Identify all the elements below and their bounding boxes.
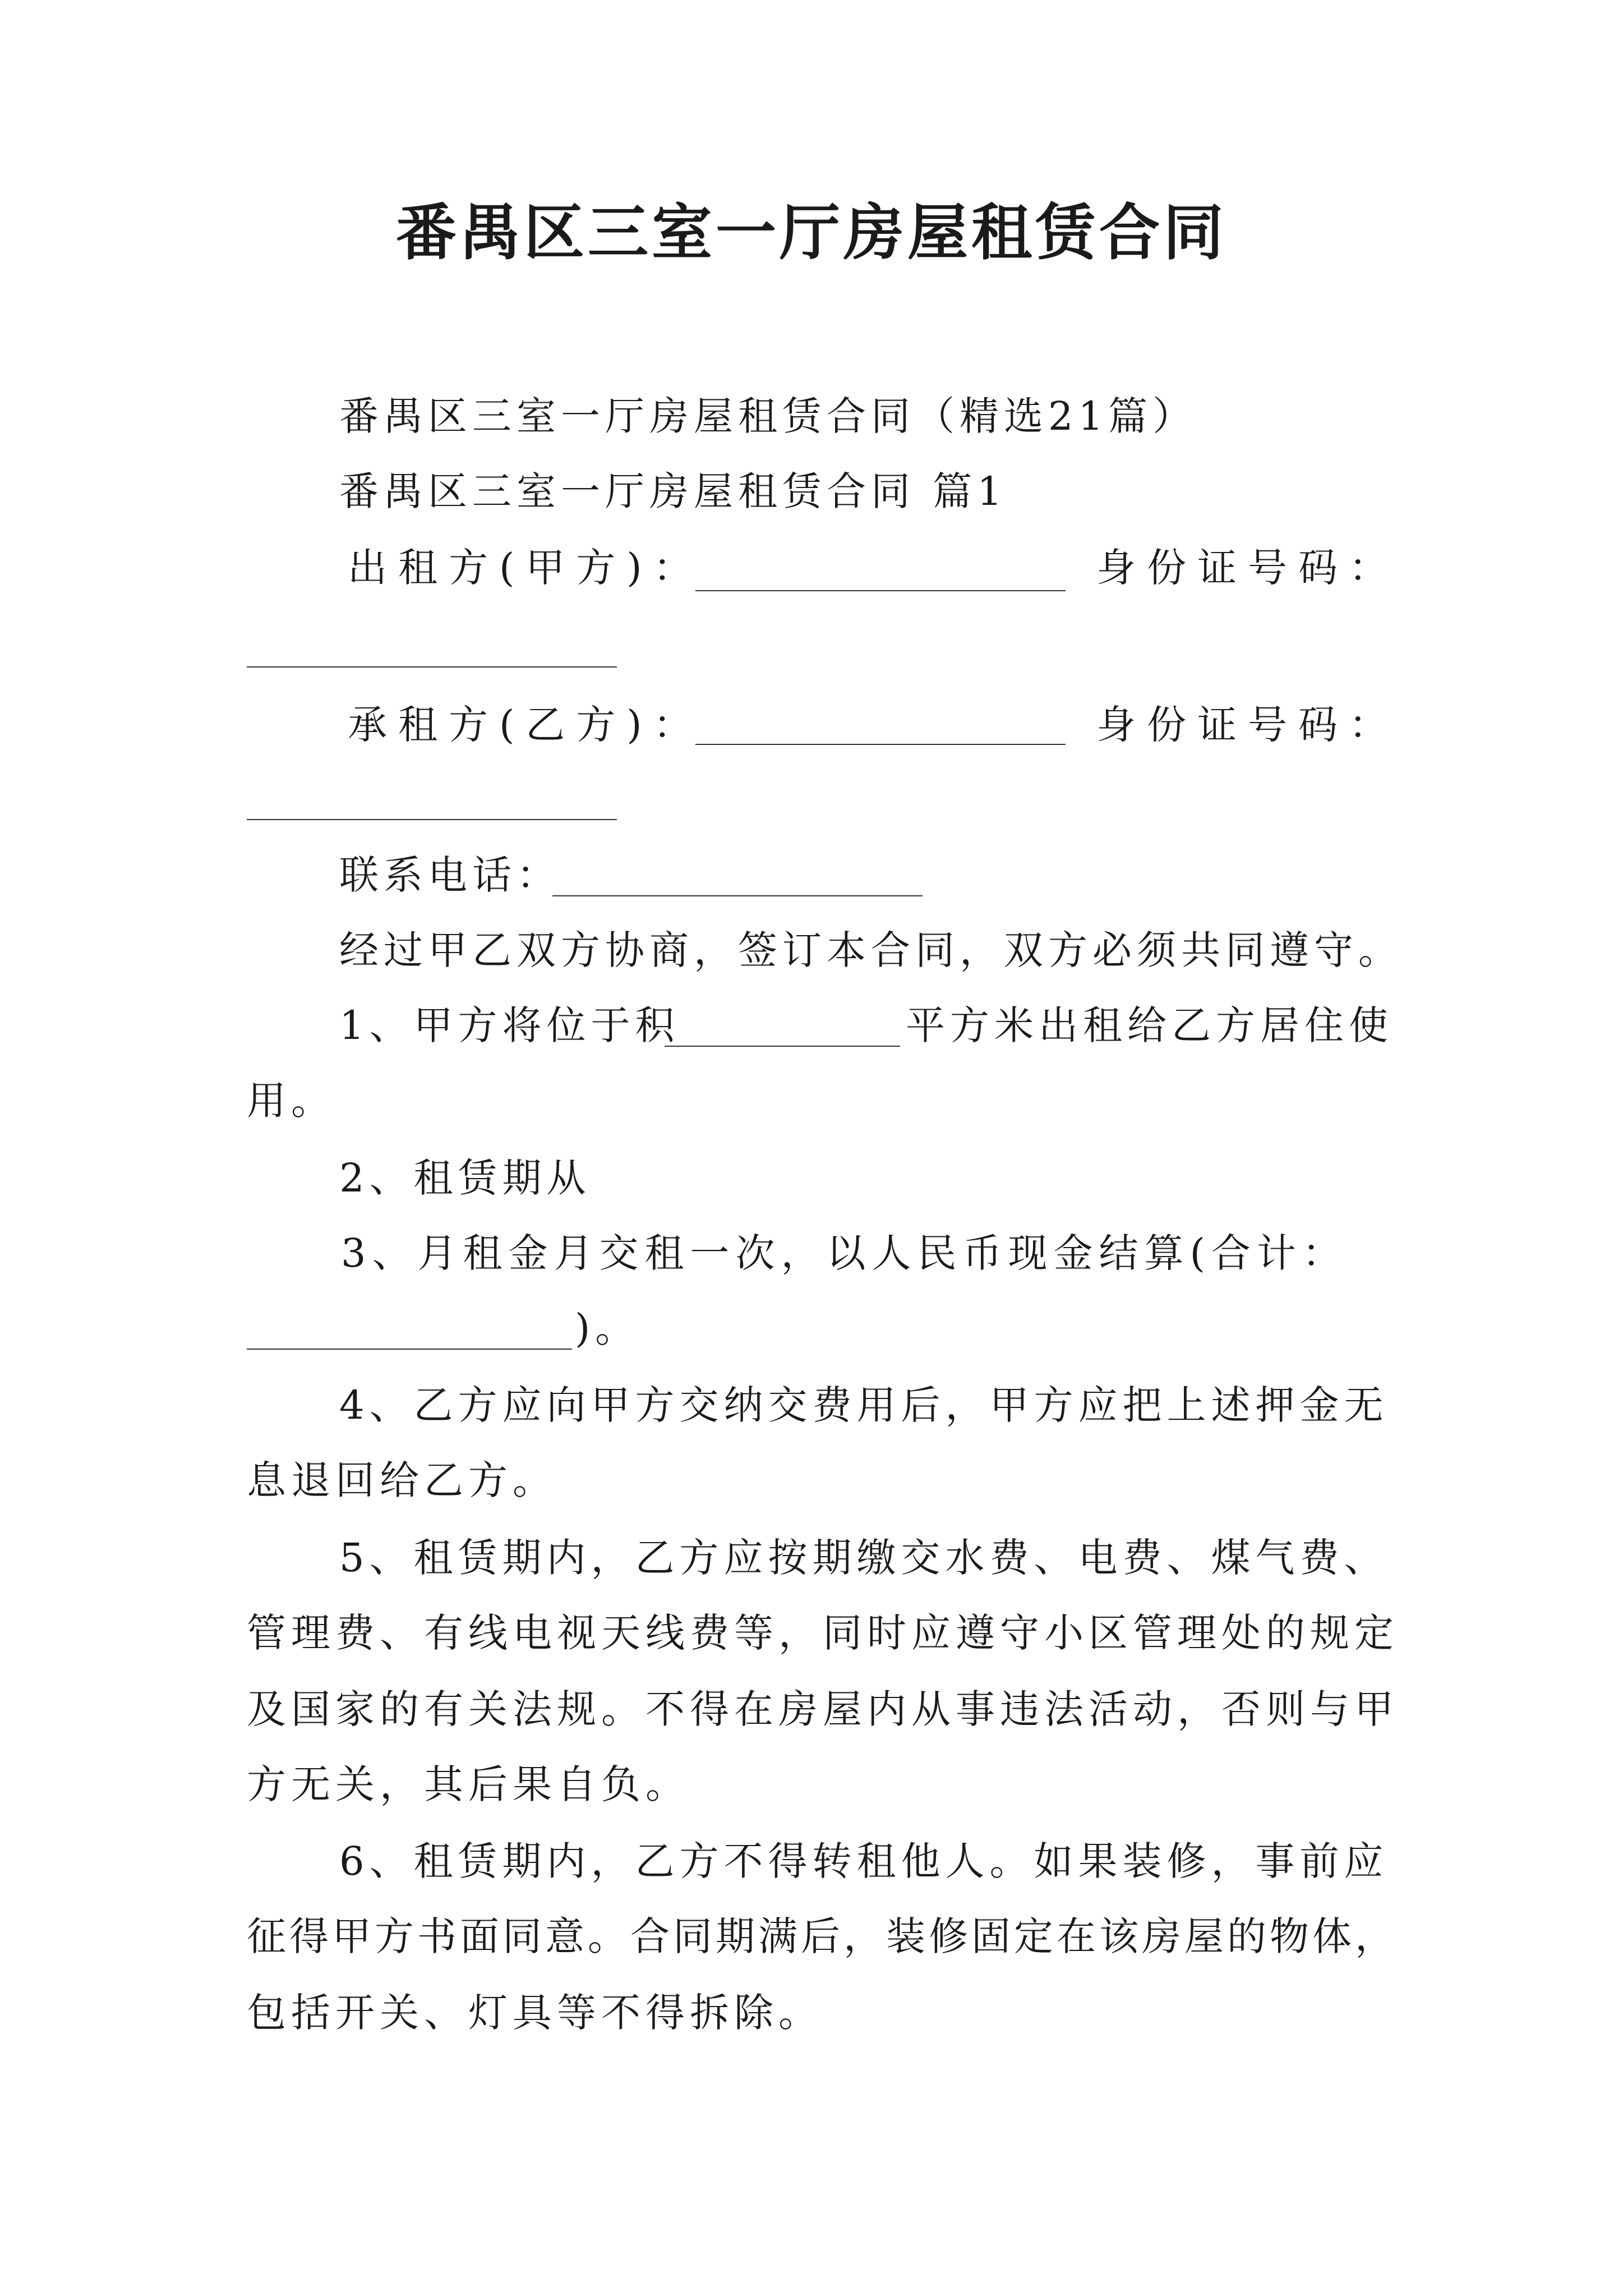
phone-label: 联系电话：: [339, 852, 561, 898]
chapter-heading: 番禺区三室一厅房屋租赁合同 篇1: [339, 468, 1007, 514]
document-subtitle: 番禺区三室一厅房屋租赁合同（精选21篇）: [339, 393, 1197, 439]
document-title: 番禺区三室一厅房屋租赁合同: [395, 197, 1227, 268]
clause-6-part-c: 包括开关、灯具等不得拆除。: [247, 1990, 823, 2036]
lessee-id-label: 身份证号码：: [1096, 702, 1399, 748]
lessor-id-label: 身份证号码：: [1096, 545, 1399, 591]
lessee-label: 承租方(乙方)：: [348, 702, 704, 748]
clause-1-part-c: 用。: [247, 1078, 335, 1124]
phone-blank[interactable]: [552, 895, 923, 896]
clause-3-part-b: )。: [575, 1305, 640, 1351]
clause-5-part-c: 及国家的有关法规。不得在房屋内从事违法活动，否则与甲: [247, 1686, 1399, 1732]
clause-4-part-b: 息退回给乙方。: [247, 1457, 557, 1503]
clause-5-part-d: 方无关，其后果自负。: [247, 1761, 690, 1807]
intro-paragraph: 经过甲乙双方协商，签订本合同，双方必须共同遵守。: [339, 927, 1403, 973]
clause-5-part-a: 5、租赁期内，乙方应按期缴交水费、电费、煤气费、: [339, 1535, 1389, 1581]
clause-4-part-a: 4、乙方应向甲方交纳交费用后，甲方应把上述押金无: [339, 1382, 1389, 1428]
clause-6-part-a: 6、租赁期内，乙方不得转租他人。如果装修，事前应: [339, 1838, 1389, 1884]
rent-total-blank[interactable]: [247, 1349, 572, 1350]
clause-3-part-a: 3、月租金月交租一次，以人民币现金结算(合计：: [341, 1230, 1348, 1276]
lessor-label: 出租方(甲方)：: [348, 545, 704, 591]
clause-5-part-b: 管理费、有线电视天线费等，同时应遵守小区管理处的规定: [247, 1610, 1399, 1656]
clause-6-part-b: 征得甲方书面同意。合同期满后，装修固定在该房屋的物体，: [247, 1913, 1398, 1959]
lessee-id-blank[interactable]: [247, 819, 617, 820]
clause-1-part-a: 1、甲方将位于积: [339, 1002, 680, 1048]
area-blank[interactable]: [665, 1046, 900, 1047]
clause-1-part-b: 平方米出租给乙方居住使: [906, 1002, 1393, 1048]
lessee-name-blank[interactable]: [695, 744, 1066, 745]
lessor-id-blank[interactable]: [247, 666, 617, 668]
clause-2: 2、租赁期从: [339, 1155, 591, 1201]
lessor-name-blank[interactable]: [695, 590, 1066, 591]
